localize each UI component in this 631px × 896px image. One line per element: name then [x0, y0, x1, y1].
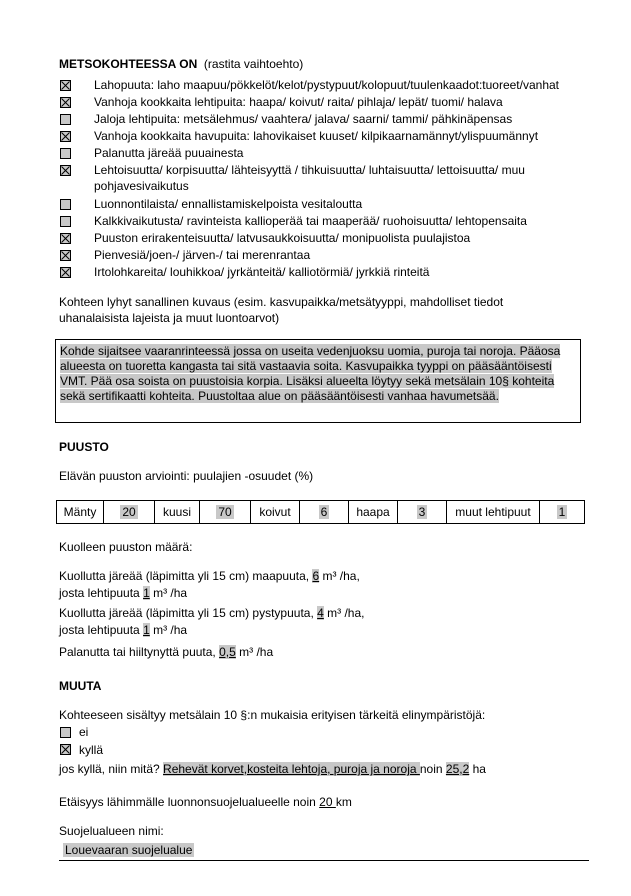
- kuvaus-textbox[interactable]: [55, 339, 581, 423]
- metso-hint: (rastita vaihtoehto): [203, 57, 304, 71]
- muuta-question: Kohteeseen sisältyy metsälain 10 §:n mukaisia erityisen tärkeitä elinympäristöjä:: [59, 708, 486, 722]
- species-name: Mänty: [57, 501, 104, 524]
- etaisyys-line: Etäisyys lähimmälle luonnonsuojelualueelle noin 20 km: [59, 795, 352, 809]
- metso-item-label: Luonnontilaista/ ennallistamiskelpoista vesitaloutta: [94, 197, 363, 211]
- x-mark-icon: [61, 268, 70, 277]
- metso-checkbox[interactable]: [60, 165, 71, 176]
- kuvaus-prompt-1: Kohteen lyhyt sanallinen kuvaus (esim. kasvupaikka/metsätyyppi, mahdolliset tiedot: [59, 295, 504, 309]
- pysty-lehti-field[interactable]: 1: [143, 623, 150, 637]
- metso-item-label: Irtolohkareita/ louhikkoa/ jyrkänteitä/ kalliotörmiä/ jyrkkiä rinteitä: [94, 265, 430, 279]
- metso-checkbox[interactable]: [60, 114, 71, 125]
- mita-field[interactable]: Rehevät korvet,kosteita lehtoja, puroja ja noroja: [163, 762, 420, 776]
- x-mark-icon: [61, 234, 70, 243]
- ei-checkbox[interactable]: [60, 727, 71, 738]
- species-name: haapa: [349, 501, 398, 524]
- species-value[interactable]: 70: [200, 501, 251, 524]
- maapuu-lehti-line: josta lehtipuuta 1 m³ /ha: [59, 586, 188, 600]
- kuvaus-text: Kohde sijaitsee vaaranrinteessä jossa on useita vedenjuoksu uomia, puroja tai noroja. Pääosa alueesta on tuoretta kangasta tai sitä vastaavia soita. Kasvupaikka tyyppi on pääsääntöisesti VMT. Pää osa soista on puustoisia korpia. Lisäksi alueelta löytyy sekä metsälain 10§ kohteita sekä sertifikaatti kohteita. Puustoltaa alue on pääsääntöisesti vanhaa havumetsää.: [60, 344, 561, 403]
- x-mark-icon: [61, 251, 70, 260]
- maapuu-line: Kuollutta järeää (läpimitta yli 15 cm) maapuuta, 6 m³ /ha,: [59, 569, 360, 583]
- metso-item-label: Kalkkivaikutusta/ ravinteista kallioperää tai maaperää/ ruohoisuutta/ lehtopensaita: [94, 214, 527, 228]
- puusto-heading: PUUSTO: [59, 440, 109, 454]
- maapuu-lehti-field[interactable]: 1: [143, 586, 150, 600]
- palanut-line: Palanutta tai hiiltynyttä puuta, 0,5 m³ /ha: [59, 645, 274, 659]
- x-mark-icon: [61, 166, 70, 175]
- metso-item-label: Lahopuuta: laho maapuu/pökkelöt/kelot/pystypuut/kolopuut/tuulenkaadot:tuoreet/vanhat: [94, 78, 560, 92]
- metso-checkbox[interactable]: [60, 97, 71, 108]
- metso-checkbox[interactable]: [60, 80, 71, 91]
- species-value[interactable]: 20: [104, 501, 155, 524]
- metso-item-label: Pienvesiä/joen-/ järven-/ tai merenrantaa: [94, 248, 311, 262]
- metso-item-label: Puuston erirakenteisuutta/ latvusaukkoisuutta/ monipuolista puulajistoa: [94, 231, 471, 245]
- pysty-lehti-line: josta lehtipuuta 1 m³ /ha: [59, 623, 188, 637]
- metso-checkbox[interactable]: [60, 131, 71, 142]
- ei-label: ei: [79, 725, 89, 739]
- metso-item-label-cont: pohjavesivaikutus: [94, 179, 189, 193]
- etaisyys-field[interactable]: 20: [319, 795, 336, 809]
- x-mark-icon: [61, 132, 70, 141]
- metso-item-label: Jaloja lehtipuita: metsälehmus/ vaahtera/ jalava/ saarni/ tammi/ pähkinäpensas: [94, 112, 513, 126]
- metso-checkbox[interactable]: [60, 267, 71, 278]
- metso-checkbox[interactable]: [60, 233, 71, 244]
- suojelualue-label: Suojelualueen nimi:: [59, 824, 164, 838]
- metso-item-label: Palanutta järeää puuainesta: [94, 146, 244, 160]
- metso-heading: METSOKOHTEESSA ON: [59, 57, 198, 71]
- species-row: [57, 501, 585, 524]
- kylla-checkbox[interactable]: [60, 744, 71, 755]
- kuvaus-prompt-2: uhanalaisista lajeista ja muut luontoarvot): [59, 311, 280, 325]
- species-value[interactable]: 6: [300, 501, 349, 524]
- x-mark-icon: [61, 81, 70, 90]
- x-mark-icon: [61, 745, 70, 754]
- species-name: kuusi: [155, 501, 200, 524]
- species-name: koivut: [251, 501, 300, 524]
- species-value[interactable]: 1: [540, 501, 585, 524]
- maapuu-field[interactable]: 6: [312, 569, 320, 583]
- metso-checkbox[interactable]: [60, 216, 71, 227]
- species-name: muut lehtipuut: [447, 501, 540, 524]
- muuta-heading: MUUTA: [59, 679, 102, 693]
- metso-item-label: Vanhoja kookkaita havupuita: lahovikaiset kuuset/ kilpikaarnamännyt/ylispuumännyt: [94, 129, 539, 143]
- metso-checkbox[interactable]: [60, 148, 71, 159]
- metso-checkbox[interactable]: [60, 199, 71, 210]
- pysty-field[interactable]: 4: [317, 606, 324, 620]
- species-table: [56, 500, 585, 524]
- palanut-field[interactable]: 0,5: [219, 645, 236, 659]
- mita-ha-field[interactable]: 25,2: [445, 762, 470, 776]
- dead-heading: Kuolleen puuston määrä:: [59, 540, 193, 554]
- suojelualue-underline: [59, 860, 589, 861]
- x-mark-icon: [61, 98, 70, 107]
- metso-heading-row: [59, 57, 303, 72]
- pysty-line: Kuollutta järeää (läpimitta yli 15 cm) pystypuuta, 4 m³ /ha,: [59, 606, 365, 620]
- metso-checkbox[interactable]: [60, 250, 71, 261]
- mita-line: jos kyllä, niin mitä? Rehevät korvet,kosteita lehtoja, puroja ja noroja noin 25,2 ha: [59, 762, 486, 776]
- kylla-label: kyllä: [79, 743, 104, 757]
- suojelualue-field[interactable]: Louevaaran suojelualue: [65, 843, 193, 857]
- metso-item-label: Lehtoisuutta/ korpisuutta/ lähteisyyttä / tihkuisuutta/ luhtaisuutta/ lettoisuutta/ muu: [94, 163, 525, 177]
- metso-item-label: Vanhoja kookkaita lehtipuita: haapa/ koivut/ raita/ pihlaja/ lepät/ tuomi/ halava: [94, 95, 503, 109]
- species-value[interactable]: 3: [398, 501, 447, 524]
- puusto-subtitle: Elävän puuston arviointi: puulajien -osuudet (%): [59, 469, 314, 483]
